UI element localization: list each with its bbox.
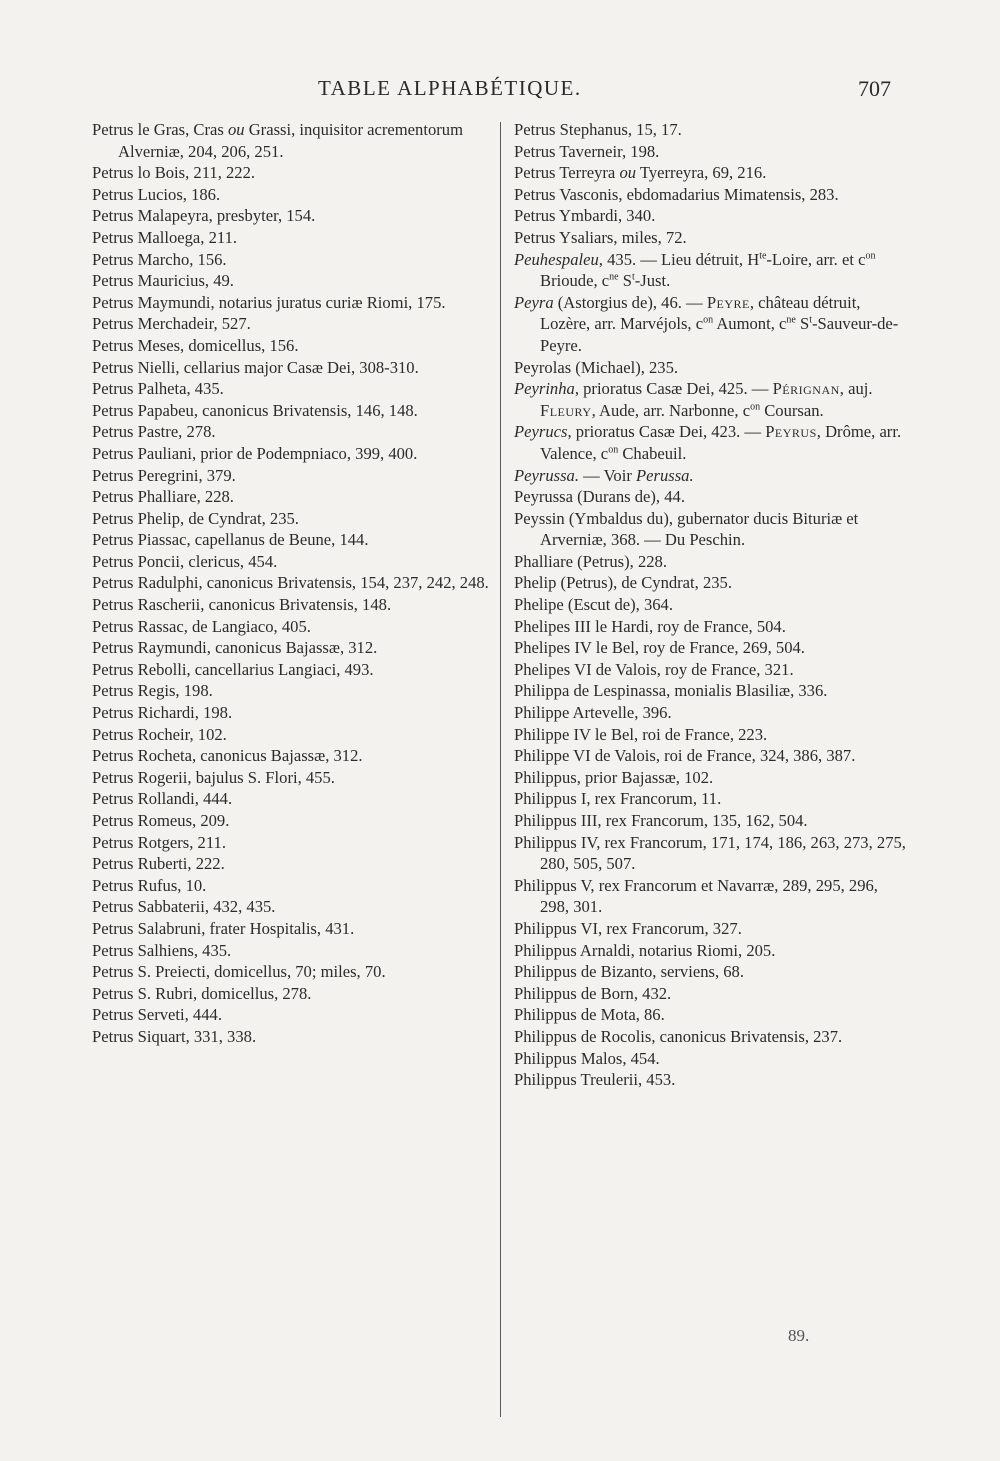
index-entry xyxy=(514,659,908,681)
entry-text: Petrus Rocheir, 102. xyxy=(92,724,227,744)
entry-text: Petrus Raymundi, canonicus Bajassæ, 312. xyxy=(92,638,378,658)
index-entry xyxy=(92,702,490,724)
index-entry xyxy=(92,961,490,983)
entry-text: Phelipes III le Hardi, roy de France, 504. xyxy=(514,616,786,636)
entry-text: Petrus Vasconis, ebdomadarius Mimatensis, 283. xyxy=(514,184,839,204)
index-entry xyxy=(514,594,908,616)
entry-text: Phelipe (Escut de), 364. xyxy=(514,595,673,615)
index-entry xyxy=(92,896,490,918)
index-entry xyxy=(514,983,908,1005)
entry-text: Petrus Palheta, 435. xyxy=(92,379,224,399)
entry-text: Petrus Meses, domicellus, 156. xyxy=(92,335,299,355)
entry-text: Petrus Salabruni, frater Hospitalis, 431. xyxy=(92,918,355,938)
index-entry xyxy=(514,141,908,163)
entry-text: Peyssin (Ymbaldus du), gubernator ducis Bituriæ et Arverniæ, 368. — Du Peschin. xyxy=(514,508,859,550)
index-entry xyxy=(92,443,490,465)
index-entry xyxy=(514,788,908,810)
entry-text: Fleury xyxy=(540,400,592,420)
entry-text: Petrus Rascherii, canonicus Brivatensis, 148. xyxy=(92,595,392,615)
entry-text: ne xyxy=(786,314,796,326)
entry-text: Petrus Piassac, capellanus de Beune, 144. xyxy=(92,530,369,550)
index-entry xyxy=(92,918,490,940)
index-entry xyxy=(92,572,490,594)
index-entry xyxy=(514,745,908,767)
entry-text: -Loire, arr. et c xyxy=(766,249,866,269)
entry-text: Petrus S. Preiecti, domicellus, 70; miles, 70. xyxy=(92,962,386,982)
entry-text: Peyrucs xyxy=(514,422,568,442)
entry-text: Petrus Sabbaterii, 432, 435. xyxy=(92,897,276,917)
index-entry xyxy=(514,465,908,487)
entry-text: Petrus Rufus, 10. xyxy=(92,875,207,895)
index-entry xyxy=(92,983,490,1005)
index-entry xyxy=(92,205,490,227)
page-number: 707 xyxy=(858,76,891,101)
index-entry xyxy=(514,292,908,357)
entry-text: Peyrolas (Michael), 235. xyxy=(514,357,679,377)
entry-text: on xyxy=(865,250,876,262)
entry-text: on xyxy=(608,444,619,456)
index-entry xyxy=(514,184,908,206)
signature-mark: 89. xyxy=(788,1326,810,1345)
index-entry xyxy=(514,1004,908,1026)
entry-text: Petrus Rotgers, 211. xyxy=(92,832,226,852)
entry-text: Chabeuil. xyxy=(618,443,687,463)
entry-text: Philippus de Bizanto, serviens, 68. xyxy=(514,962,744,982)
entry-text: Peyre xyxy=(706,292,750,312)
entry-text: Petrus Ymbardi, 340. xyxy=(514,206,656,226)
column-divider xyxy=(500,122,501,1417)
index-entry xyxy=(514,227,908,249)
index-entry xyxy=(514,249,908,292)
entry-text: Pérignan xyxy=(772,379,840,399)
entry-text: (Astorgius de), 46. — xyxy=(553,292,707,312)
index-entry xyxy=(92,1026,490,1048)
index-entry xyxy=(92,357,490,379)
entry-text: Petrus Pauliani, prior de Podempniaco, 399, 400. xyxy=(92,443,418,463)
index-entry xyxy=(92,292,490,314)
index-entry xyxy=(92,162,490,184)
entry-text: Philippe IV le Bel, roi de France, 223. xyxy=(514,724,768,744)
entry-text: Petrus Salhiens, 435. xyxy=(92,940,232,960)
entry-text: Petrus Phalliare, 228. xyxy=(92,487,234,507)
entry-text: Phalliare (Petrus), 228. xyxy=(514,551,667,571)
entry-text: Philippus IV, rex Francorum, 171, 174, 186, 263, 273, 275, 280, 505, 507. xyxy=(514,832,906,874)
index-entry xyxy=(92,810,490,832)
index-entry xyxy=(92,745,490,767)
index-entry xyxy=(92,227,490,249)
index-entry xyxy=(92,853,490,875)
index-entry xyxy=(92,788,490,810)
index-entry xyxy=(92,594,490,616)
entry-text: Philippus de Rocolis, canonicus Brivatensis, 237. xyxy=(514,1026,843,1046)
index-entry xyxy=(514,680,908,702)
index-entry xyxy=(514,378,908,421)
index-entry xyxy=(92,335,490,357)
index-entry xyxy=(92,378,490,400)
entry-text: Philippe Artevelle, 396. xyxy=(514,703,672,723)
entry-text: Petrus S. Rubri, domicellus, 278. xyxy=(92,983,312,1003)
index-entry xyxy=(92,832,490,854)
index-entry xyxy=(92,680,490,702)
index-entry xyxy=(92,465,490,487)
left-column xyxy=(92,119,490,1048)
entry-text: Petrus Poncii, clericus, 454. xyxy=(92,551,278,571)
index-entry xyxy=(92,637,490,659)
entry-text: Petrus Rocheta, canonicus Bajassæ, 312. xyxy=(92,746,363,766)
index-entry xyxy=(92,249,490,271)
entry-text: Philippus de Mota, 86. xyxy=(514,1005,665,1025)
index-entry xyxy=(514,205,908,227)
entry-text: Petrus Terreyra xyxy=(514,163,620,183)
index-entry xyxy=(514,551,908,573)
entry-text: , Drôme, arr. Valence, c xyxy=(540,422,902,463)
index-entry xyxy=(92,421,490,443)
index-entry xyxy=(92,529,490,551)
entry-text: Petrus Richardi, 198. xyxy=(92,703,233,723)
entry-text: Phelip (Petrus), de Cyndrat, 235. xyxy=(514,573,732,593)
index-entry xyxy=(514,1048,908,1070)
entry-text: Philippus V, rex Francorum et Navarræ, 289, 295, 296, 298, 301. xyxy=(514,875,878,917)
entry-text: Tyerreyra, 69, 216. xyxy=(636,163,767,183)
index-entry xyxy=(514,357,908,379)
index-entry xyxy=(514,940,908,962)
entry-text: Philippus III, rex Francorum, 135, 162, 504. xyxy=(514,811,808,830)
index-entry xyxy=(514,486,908,508)
entry-text: -Sauveur-de-Peyre. xyxy=(540,314,899,355)
running-title: TABLE ALPHABÉTIQUE. xyxy=(318,76,582,100)
index-entry xyxy=(92,875,490,897)
entry-text: ou xyxy=(227,120,245,139)
right-column xyxy=(514,119,908,1091)
index-entry xyxy=(92,659,490,681)
entry-text: ne xyxy=(609,271,619,283)
entry-text: Petrus Siquart, 331, 338. xyxy=(92,1026,257,1046)
entry-text: te xyxy=(759,250,767,262)
entry-text: Brioude, c xyxy=(540,271,610,291)
entry-text: t xyxy=(809,314,813,326)
entry-text: Petrus le Gras, Cras xyxy=(92,120,228,139)
entry-text: Petrus Pastre, 278. xyxy=(92,422,216,442)
entry-text: Petrus Nielli, cellarius major Casæ Dei, 308-310. xyxy=(92,357,419,377)
index-entry xyxy=(92,724,490,746)
entry-text: Philippus VI, rex Francorum, 327. xyxy=(514,918,742,938)
index-entry xyxy=(92,184,490,206)
entry-text: , château détruit, Lozère, arr. Marvéjols, c xyxy=(540,292,861,334)
entry-text: S xyxy=(795,314,810,334)
entry-text: — Voir xyxy=(578,465,637,485)
index-entry xyxy=(514,637,908,659)
entry-text: Peuhespaleu xyxy=(514,249,599,269)
index-entry xyxy=(514,508,908,551)
entry-text: on xyxy=(703,314,714,326)
entry-text: Petrus Romeus, 209. xyxy=(92,811,230,830)
entry-text: Petrus Serveti, 444. xyxy=(92,1005,222,1025)
entry-text: t xyxy=(631,271,635,283)
entry-text: Petrus Stephanus, 15, 17. xyxy=(514,120,682,139)
index-entry xyxy=(514,1026,908,1048)
index-entry xyxy=(514,767,908,789)
index-entry xyxy=(514,162,908,184)
entry-text: Petrus Rogerii, bajulus S. Flori, 455. xyxy=(92,767,335,787)
entry-text: Petrus Rollandi, 444. xyxy=(92,789,233,809)
entry-text: Peyrussa (Durans de), 44. xyxy=(514,487,685,507)
entry-text: , Aude, arr. Narbonne, c xyxy=(591,400,751,420)
entry-text: Petrus Merchadeir, 527. xyxy=(92,314,251,334)
entry-text: Perussa. xyxy=(636,465,694,485)
entry-text: Phelipes IV le Bel, roy de France, 269, 504. xyxy=(514,638,805,658)
entry-text: Philippus, prior Bajassæ, 102. xyxy=(514,767,714,787)
index-entry xyxy=(92,616,490,638)
entry-text: Petrus Peregrini, 379. xyxy=(92,465,236,485)
entry-text: Petrus Regis, 198. xyxy=(92,681,213,701)
index-entry xyxy=(92,767,490,789)
entry-text: Philippus Treulerii, 453. xyxy=(514,1070,676,1090)
entry-text: Petrus Malapeyra, presbyter, 154. xyxy=(92,206,316,226)
entry-text: Philippus Malos, 454. xyxy=(514,1048,660,1068)
entry-text: Petrus Radulphi, canonicus Brivatensis, 154, 237, 242, 248. xyxy=(92,573,489,593)
entry-text: , auj. xyxy=(839,379,873,399)
entry-text: Petrus Taverneir, 198. xyxy=(514,141,660,161)
index-entry xyxy=(92,1004,490,1026)
entry-text: Phelipes VI de Valois, roy de France, 321. xyxy=(514,659,794,679)
index-entry xyxy=(92,508,490,530)
entry-text: Philippus Arnaldi, notarius Riomi, 205. xyxy=(514,940,776,960)
entry-text: on xyxy=(750,401,761,413)
entry-text: Coursan. xyxy=(760,400,824,420)
index-entry xyxy=(514,616,908,638)
entry-text: Peyra xyxy=(514,292,554,312)
entry-text: Philippus de Born, 432. xyxy=(514,983,672,1003)
index-entry xyxy=(514,810,908,832)
entry-text: Petrus Marcho, 156. xyxy=(92,249,227,269)
entry-text: , 435. — Lieu détruit, H xyxy=(598,249,760,269)
entry-text: Petrus Ysaliars, miles, 72. xyxy=(514,227,687,247)
entry-text: ou xyxy=(619,163,637,183)
index-entry xyxy=(514,875,908,918)
index-entry xyxy=(514,724,908,746)
index-entry xyxy=(92,940,490,962)
entry-text: Petrus Papabeu, canonicus Brivatensis, 146, 148. xyxy=(92,400,418,420)
index-entry xyxy=(92,400,490,422)
entry-text: Peyrus xyxy=(765,422,817,442)
index-entry xyxy=(92,270,490,292)
index-entry xyxy=(514,572,908,594)
index-entry xyxy=(514,702,908,724)
entry-text: S xyxy=(618,271,632,291)
index-entry xyxy=(92,551,490,573)
entry-text: , prioratus Casæ Dei, 425. — xyxy=(574,379,773,399)
entry-text: Peyrussa. xyxy=(514,465,579,485)
index-entry xyxy=(514,119,908,141)
entry-text: Peyrinha xyxy=(514,379,575,399)
index-entry xyxy=(514,1069,908,1091)
entry-text: Petrus Rassac, de Langiaco, 405. xyxy=(92,616,311,636)
entry-text: Philippus I, rex Francorum, 11. xyxy=(514,789,722,809)
entry-text: Philippe VI de Valois, roi de France, 324, 386, 387. xyxy=(514,746,856,766)
entry-text: Philippa de Lespinassa, monialis Blasiliæ, 336. xyxy=(514,681,828,701)
entry-text: Petrus Mauricius, 49. xyxy=(92,271,234,291)
index-entry xyxy=(514,832,908,875)
entry-text: Petrus Phelip, de Cyndrat, 235. xyxy=(92,508,299,528)
index-entry xyxy=(514,421,908,464)
entry-text: Aumont, c xyxy=(713,314,787,334)
entry-text: Petrus Ruberti, 222. xyxy=(92,854,225,874)
index-entry xyxy=(92,486,490,508)
index-entry xyxy=(92,313,490,335)
entry-text: Petrus Rebolli, cancellarius Langiaci, 493. xyxy=(92,659,374,679)
index-entry xyxy=(514,918,908,940)
entry-text: Petrus Malloega, 211. xyxy=(92,227,238,247)
entry-text: Grassi, inquisitor acrementorum Alverniæ, 204, 206, 251. xyxy=(118,120,463,161)
entry-text: , prioratus Casæ Dei, 423. — xyxy=(567,422,766,442)
entry-text: Petrus lo Bois, 211, 222. xyxy=(92,163,256,183)
entry-text: Petrus Lucios, 186. xyxy=(92,184,221,204)
index-entry xyxy=(92,119,490,162)
entry-text: Petrus Maymundi, notarius juratus curiæ Riomi, 175. xyxy=(92,292,446,312)
index-entry xyxy=(514,961,908,983)
entry-text: -Just. xyxy=(634,271,671,291)
